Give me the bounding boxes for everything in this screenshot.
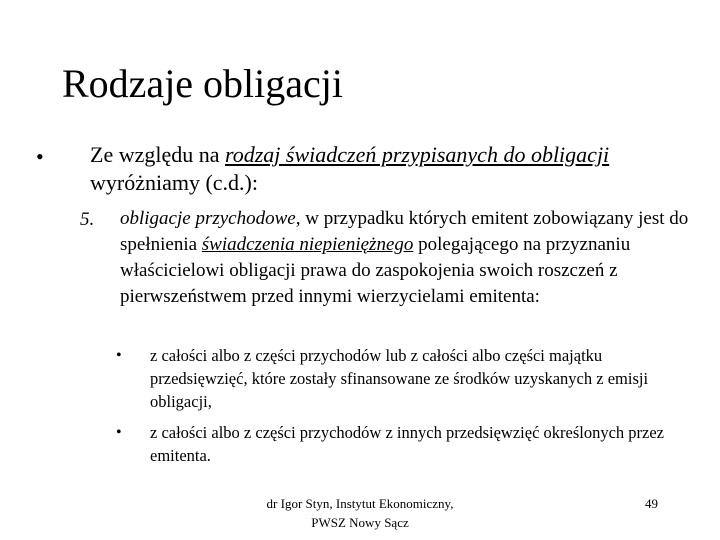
sub-bullet-marker: • (116, 424, 122, 441)
footer (230, 494, 490, 532)
main-bullet-text (90, 141, 650, 197)
footer-line-2: PWSZ Nowy Sącz (311, 515, 409, 530)
sub-bullet-text: z całości albo z części przychodów z innych przedsięwzięć określonych przez emitenta. (150, 423, 665, 465)
item-number: 5. (80, 209, 95, 230)
item-text-a: , w przypadku których emitent zobowiązany jest do spełnienia (120, 208, 689, 255)
footer-line-1: dr Igor Styn, Instytut Ekonomiczny, (266, 496, 454, 511)
page-number: 49 (645, 496, 658, 511)
sub-bullet-marker: • (116, 347, 122, 364)
bullet-marker: • (36, 144, 44, 169)
item-text-b: polegającego na przyznaniu właścicielowi obligacji prawa do zaspokojenia swoich roszczeń z pierwszeństwem przed innymi wierzycielami emitenta: (120, 234, 631, 307)
item-text (120, 206, 690, 310)
main-bullet-text-start: Ze względu na (90, 142, 225, 167)
item-term: obligacje przychodowe (120, 208, 296, 229)
main-bullet-underlined: rodzaj świadczeń przypisanych do obligacji (225, 142, 610, 167)
sub-bullet-text: z całości albo z części przychodów lub z całości albo części majątku przedsięwzięć, które zostały sfinansowane ze środków uzyskanych z emisji obligacji, (150, 346, 649, 411)
main-bullet-text-end: wyróżniamy (c.d.): (90, 170, 258, 195)
item-underlined: świadczenia niepieniężnego (201, 234, 414, 255)
slide-title: Rodzaje obligacji (62, 61, 344, 106)
